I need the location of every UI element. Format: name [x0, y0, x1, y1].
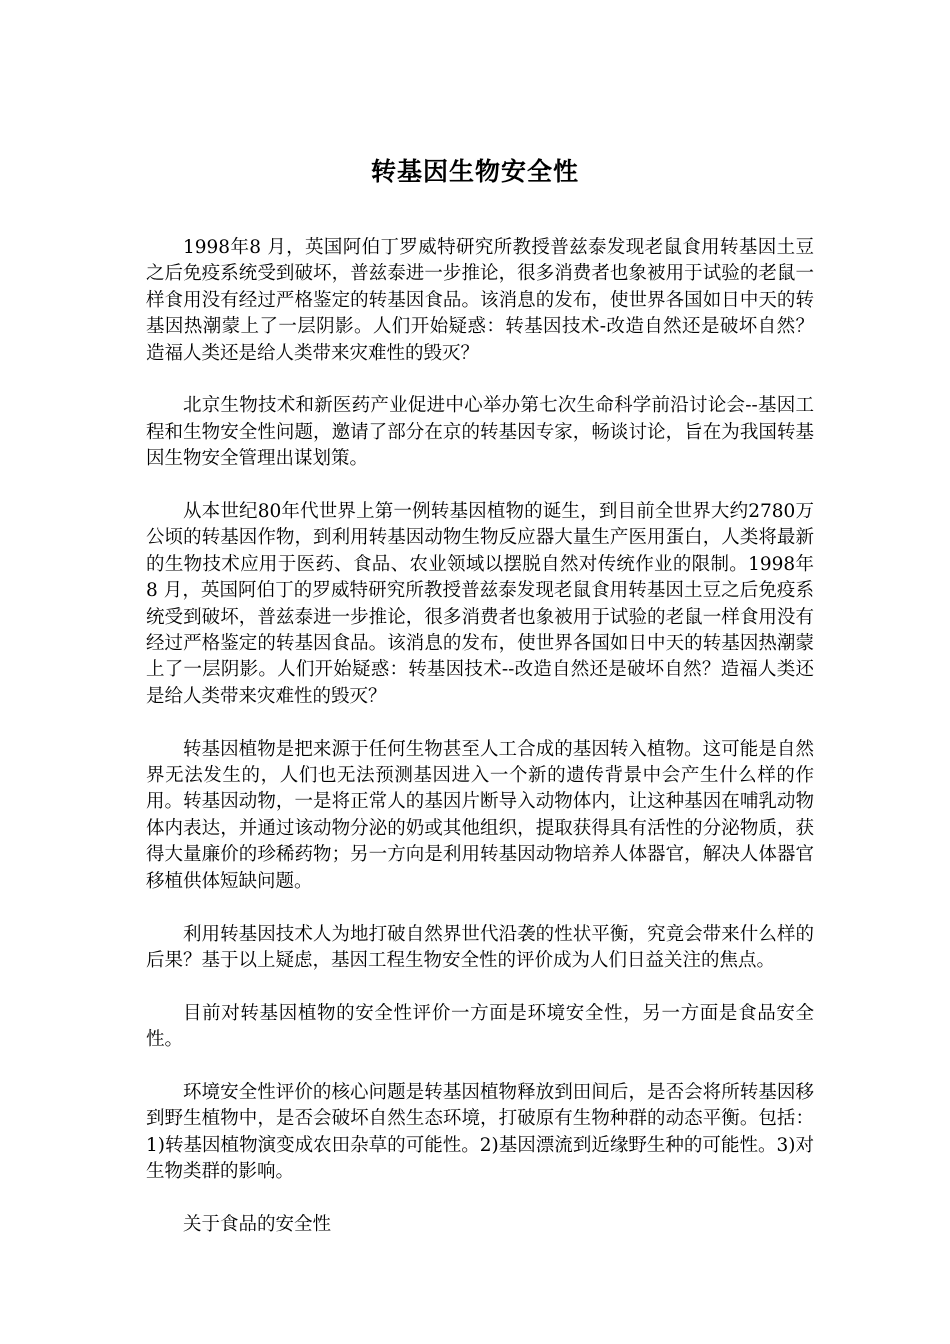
paragraph: 环境安全性评价的核心问题是转基因植物释放到田间后，是否会将所转基因移到野生植物中，是否会破坏自然生态环境，打破原有生物种群的动态平衡。包括：1)转基因植物演变成农田杂草的可能性。2)基因漂流到近缘野生种的可能性。3)对生物类群的影响。: [146, 1081, 814, 1183]
paragraph: 转基因植物是把来源于任何生物甚至人工合成的基因转入植物。这可能是自然界无法发生的，人们也无法预测基因进入一个新的遗传背景中会产生什么样的作用。转基因动物，一是将正常人的基因片断导入动物体内，让这种基因在哺乳动物体内表达，并通过该动物分泌的奶或其他组织，提取获得具有活性的分泌物质，获得大量廉价的珍稀药物；另一方向是利用转基因动物培养人体器官，解决人体器官移植供体短缺问题。: [146, 738, 814, 892]
document-title: 转基因生物安全性: [370, 157, 579, 186]
paragraph: 从本世纪80年代世界上第一例转基因植物的诞生，到目前全世界大约2780万公顷的转基因作物，到利用转基因动物生物反应器大量生产医用蛋白，人类将最新的生物技术应用于医药、食品、农业领域以摆脱自然对传统作业的限制。1998年8 月，英国阿伯丁的罗威特研究所教授普兹泰发现老鼠食用转基因土豆之后免疫系统受到破坏，普兹泰进一步推论，很多消费者也象被用于试验的老鼠一样食用没有经过严格鉴定的转基因食品。该消息的发布，使世界各国如日中天的转基因热潮蒙上了一层阴影。人们开始疑惑：转基因技术--改造自然还是破坏自然？造福人类还是给人类带来灾难性的毁灭？: [146, 501, 814, 707]
document-body: [146, 235, 814, 1238]
paragraph: 北京生物技术和新医药产业促进中心举办第七次生命科学前沿讨论会--基因工程和生物安全性问题，邀请了部分在京的转基因专家，畅谈讨论，旨在为我国转基因生物安全管理出谋划策。: [146, 395, 814, 470]
paragraph: 1998年8 月，英国阿伯丁罗威特研究所教授普兹泰发现老鼠食用转基因土豆之后免疫系统受到破坏，普兹泰进一步推论，很多消费者也象被用于试验的老鼠一样食用没有经过严格鉴定的转基因食品。该消息的发布，使世界各国如日中天的转基因热潮蒙上了一层阴影。人们开始疑惑：转基因技术-改造自然还是破坏自然？造福人类还是给人类带来灾难性的毁灭？: [146, 237, 814, 364]
paragraph: 关于食品的安全性: [183, 1213, 332, 1235]
paragraph: 利用转基因技术人为地打破自然界世代沿袭的性状平衡，究竟会带来什么样的后果？基于以上疑虑，基因工程生物安全性的评价成为人们日益关注的焦点。: [146, 923, 814, 971]
paragraph: 目前对转基因植物的安全性评价一方面是环境安全性，另一方面是食品安全性。: [146, 1002, 814, 1051]
